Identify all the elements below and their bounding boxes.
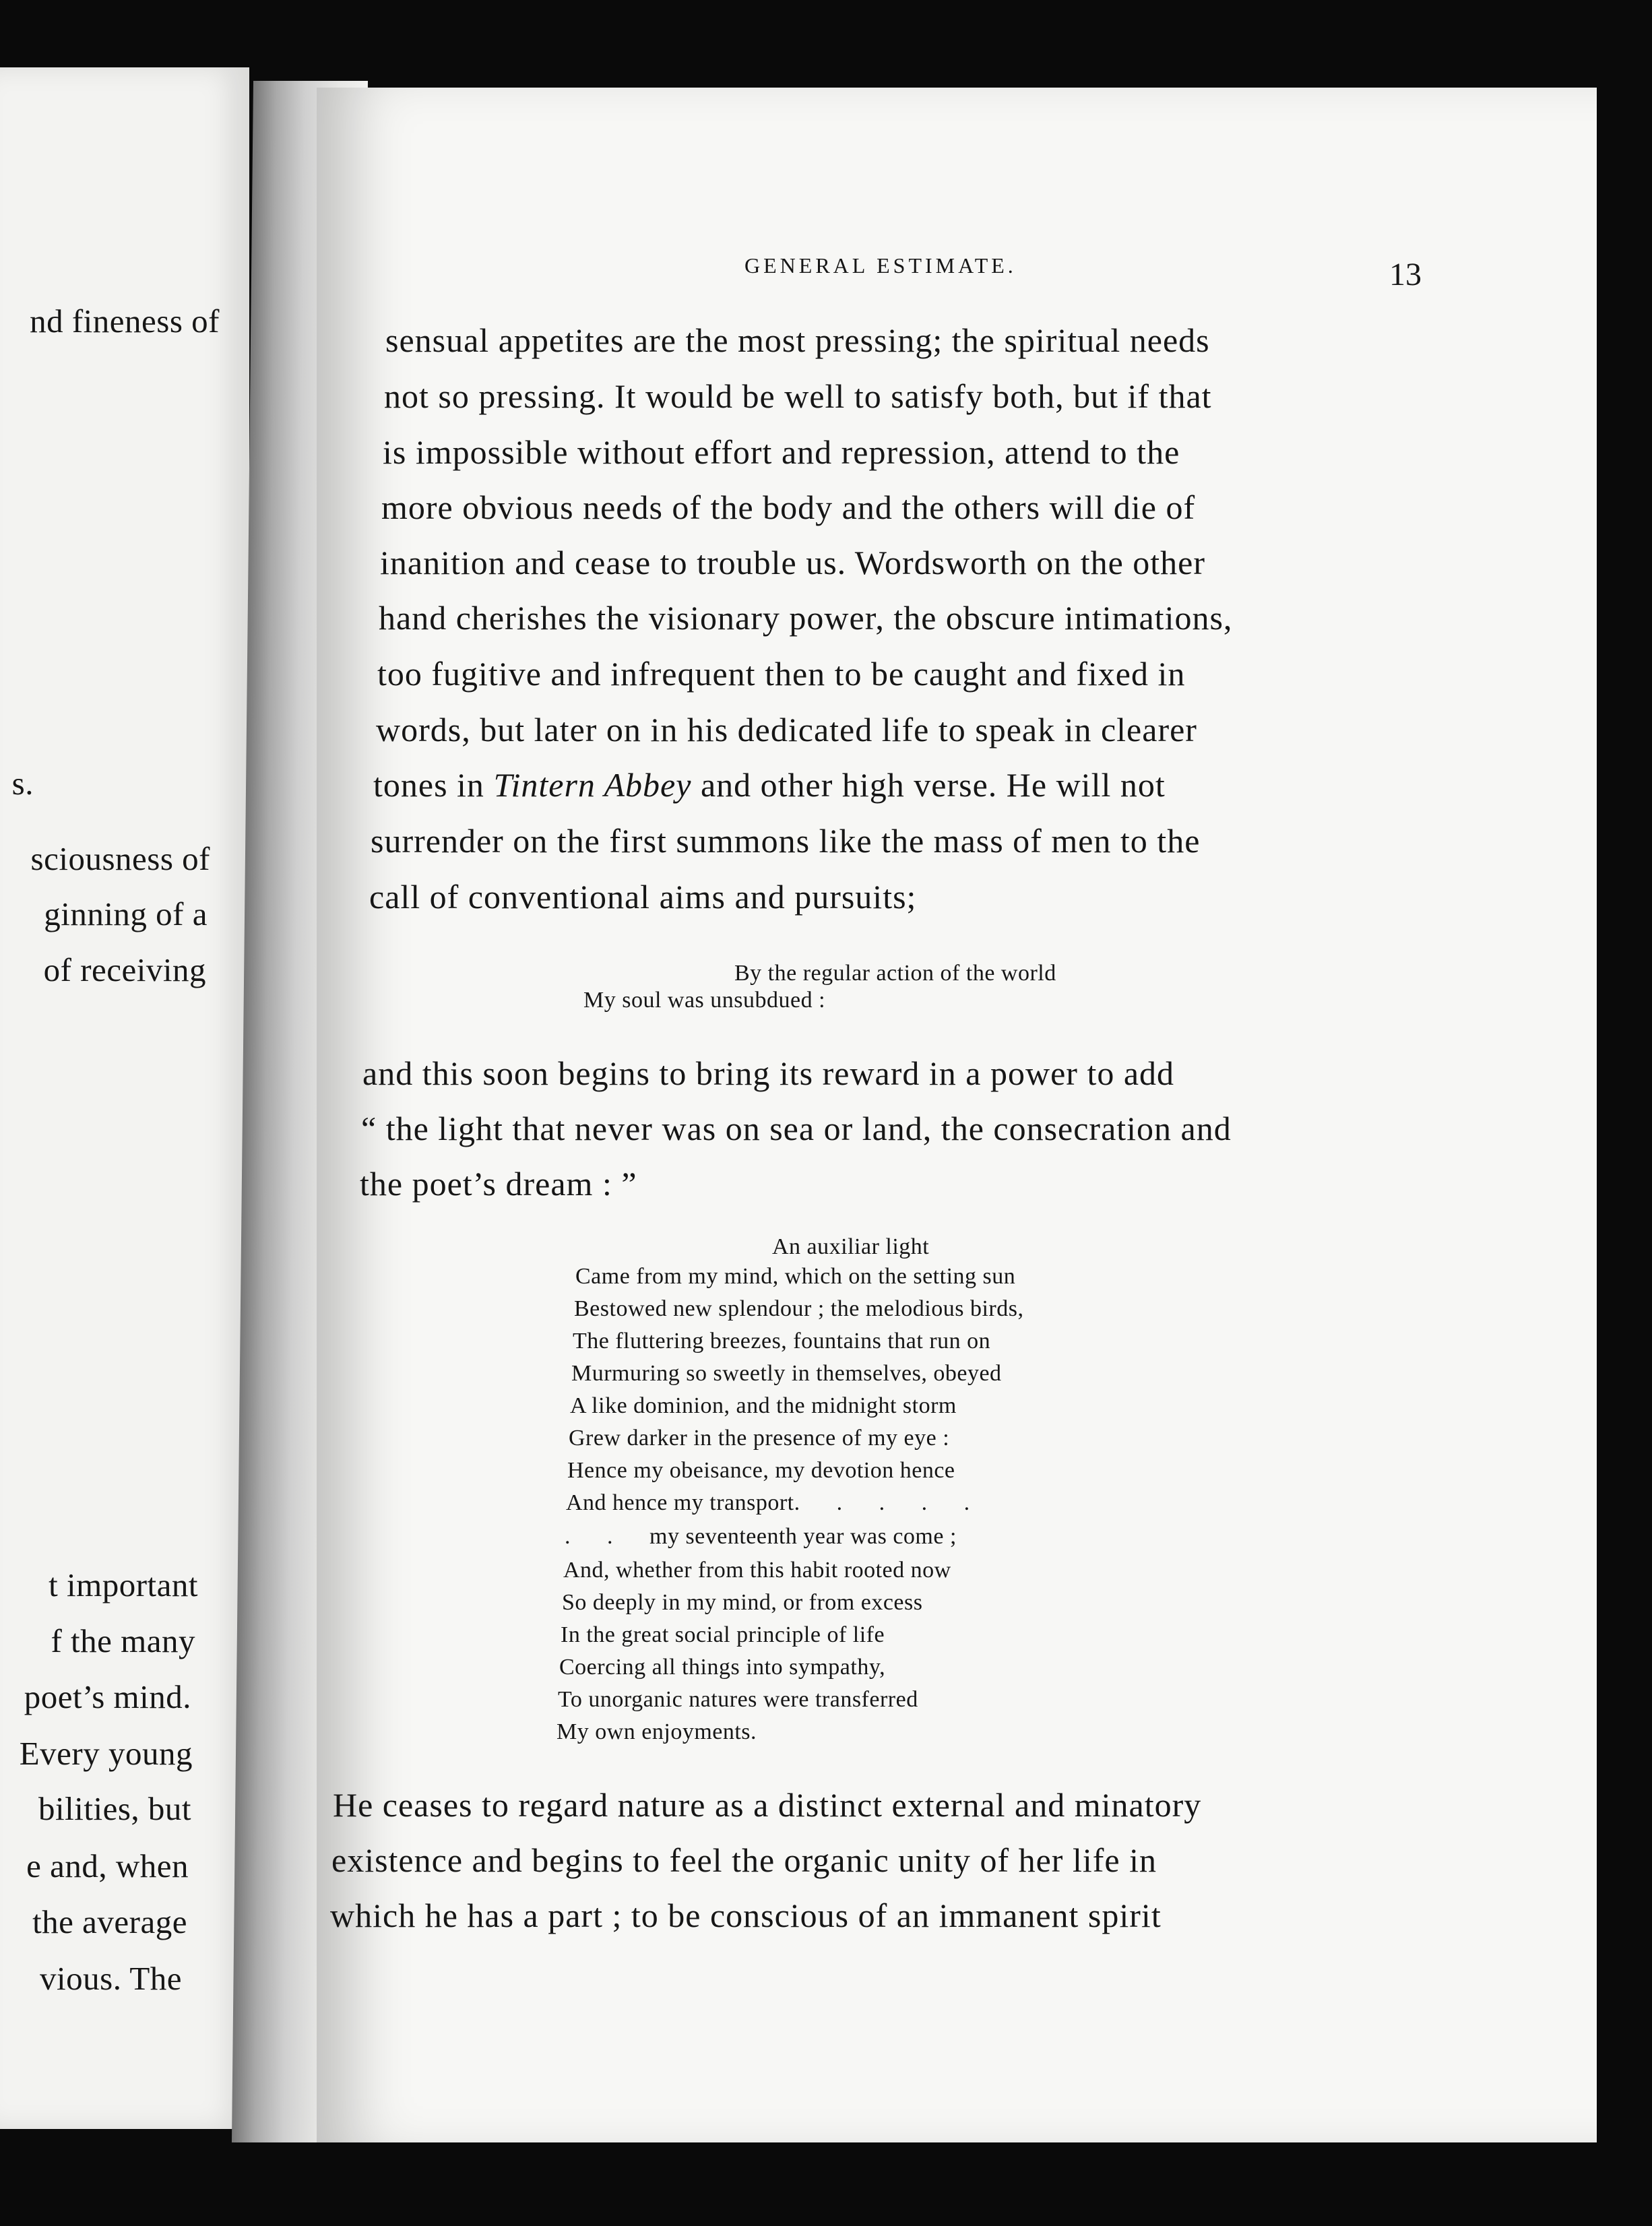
left-text-fragment: nd fineness of bbox=[30, 303, 220, 340]
text-line: not so pressing. It would be well to satisfy both, but if that bbox=[384, 377, 1212, 415]
verse-line: In the great social principle of life bbox=[561, 1622, 885, 1647]
left-text-fragment: f the many bbox=[51, 1622, 195, 1659]
verse-line: And hence my transport. . . . . bbox=[566, 1490, 970, 1515]
text-line: and this soon begins to bring its reward in a power to add bbox=[362, 1054, 1175, 1092]
left-text-fragment: of receiving bbox=[43, 951, 206, 988]
left-text-fragment: the average bbox=[32, 1903, 187, 1940]
text-line: He ceases to regard nature as a distinct external and minatory bbox=[333, 1786, 1202, 1824]
text-line bbox=[373, 768, 1166, 802]
verse-line: . . my seventeenth year was come ; bbox=[565, 1524, 957, 1549]
verse-line: Bestowed new splendour ; the melodious birds, bbox=[574, 1296, 1024, 1321]
text-line: call of conventional aims and pursuits; bbox=[369, 878, 917, 916]
text-line: more obvious needs of the body and the others will die of bbox=[381, 488, 1196, 526]
verse-line: The fluttering breezes, fountains that run on bbox=[573, 1329, 991, 1354]
text-line: hand cherishes the visionary power, the obscure intimations, bbox=[379, 599, 1233, 637]
text-line: “ the light that never was on sea or land, the consecration and bbox=[361, 1110, 1232, 1147]
verse-line: An auxiliar light bbox=[772, 1234, 930, 1259]
verse-line: Coercing all things into sympathy, bbox=[559, 1655, 886, 1680]
text-span: tones in bbox=[373, 766, 494, 804]
text-line: sensual appetites are the most pressing; the spiritual needs bbox=[385, 321, 1210, 359]
text-line: surrender on the first summons like the mass of men to the bbox=[371, 822, 1201, 860]
left-text-fragment: t important bbox=[49, 1566, 198, 1603]
left-text-fragment: sciousness of bbox=[30, 840, 210, 877]
left-text-fragment: bilities, but bbox=[38, 1790, 191, 1827]
verse-line: And, whether from this habit rooted now bbox=[563, 1558, 951, 1583]
verse-line: To unorganic natures were transferred bbox=[558, 1687, 918, 1712]
left-text-fragment: e and, when bbox=[26, 1847, 189, 1884]
verse-line: Murmuring so sweetly in themselves, obeyed bbox=[571, 1361, 1002, 1386]
verse-line: A like dominion, and the midnight storm bbox=[570, 1393, 957, 1418]
page-number: 13 bbox=[1389, 257, 1422, 292]
text-line: words, but later on in his dedicated life to speak in clearer bbox=[376, 711, 1197, 749]
left-text-fragment: vious. The bbox=[40, 1960, 182, 1997]
text-line: inanition and cease to trouble us. Wordsworth on the other bbox=[380, 544, 1206, 581]
left-text-fragment: poet’s mind. bbox=[24, 1678, 191, 1715]
text-line: is impossible without effort and repression, attend to the bbox=[383, 433, 1180, 471]
text-line: existence and begins to feel the organic unity of her life in bbox=[331, 1841, 1157, 1879]
left-text-fragment: ginning of a bbox=[44, 895, 208, 932]
verse-line: Grew darker in the presence of my eye : bbox=[569, 1426, 950, 1451]
verse-line: Came from my mind, which on the setting sun bbox=[575, 1264, 1016, 1289]
verse-line: So deeply in my mind, or from excess bbox=[562, 1590, 923, 1615]
verse-line: My own enjoyments. bbox=[557, 1719, 757, 1744]
left-text-fragment: Every young bbox=[19, 1735, 193, 1772]
text-line: too fugitive and infrequent then to be caught and fixed in bbox=[377, 655, 1186, 693]
left-text-fragment: s. bbox=[11, 765, 34, 802]
text-line: which he has a part ; to be conscious of an immanent spirit bbox=[330, 1897, 1162, 1934]
verse-line: My soul was unsubdued : bbox=[583, 988, 826, 1013]
verse-line: Hence my obeisance, my devotion hence bbox=[567, 1458, 955, 1483]
italic-title: Tintern Abbey bbox=[493, 766, 692, 804]
verse-line: By the regular action of the world bbox=[734, 961, 1056, 986]
text-span: and other high verse. He will not bbox=[691, 766, 1166, 804]
text-line: the poet’s dream : ” bbox=[360, 1165, 637, 1203]
running-head: GENERAL ESTIMATE. bbox=[744, 253, 1017, 278]
